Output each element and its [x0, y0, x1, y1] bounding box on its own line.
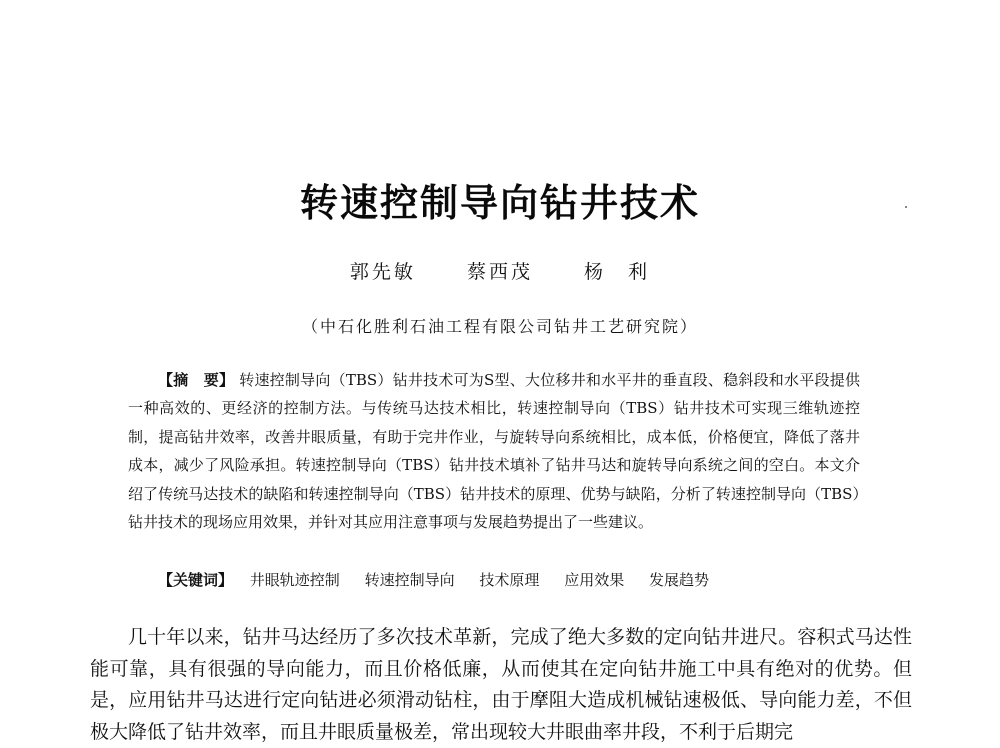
- keyword: 技术原理: [479, 571, 540, 589]
- keywords: [158, 566, 860, 594]
- body-text: [90, 622, 912, 748]
- keyword: 转速控制导向: [364, 571, 455, 589]
- body-paragraph: 几十年以来，钻井马达经历了多次技术革新，完成了绝大多数的定向钻井进尺。容积式马达性能可靠，具有很强的导向能力，而且价格低廉，从而使其在定向钻井施工中具有绝对的优势。但是，应用钻井马达进行定向钻进必须滑动钻柱，由于摩阻大造成机械钻速极低、导向能力差，不但极大降低了钻井效率，而且井眼质量极差，常出现较大井眼曲率井段，不利于后期完: [90, 626, 912, 743]
- author-list: [0, 257, 1000, 284]
- keyword: 井眼轨迹控制: [249, 571, 340, 589]
- author-name: 郭先敏: [349, 261, 416, 283]
- abstract-paragraph: [128, 366, 860, 536]
- scan-speck: [905, 206, 907, 208]
- abstract-text: 转速控制导向（TBS）钻井技术可为S型、大位移井和水平井的垂直段、稳斜段和水平段提供一种高效的、更经济的控制方法。与传统马达技术相比，转速控制导向（TBS）钻井技术可实现三维轨迹控制，提高钻井效率，改善井眼质量，有助于完井作业，与旋转导向系统相比，成本低，价格便宜，降低了落井成本，减少了风险承担。转速控制导向（TBS）钻井技术填补了钻井马达和旋转导向系统之间的空白。本文介绍了传统马达技术的缺陷和转速控制导向（TBS）钻井技术的原理、优势与缺陷，分析了转速控制导向（TBS）钻井技术的现场应用效果，并针对其应用注意事项与发展趋势提出了一些建议。: [128, 371, 860, 532]
- affiliation: （中石化胜利石油工程有限公司钻井工艺研究院）: [301, 317, 698, 336]
- keyword: 应用效果: [564, 571, 625, 589]
- keywords-label: 【关键词】: [158, 571, 234, 589]
- author-name: 蔡西茂: [466, 261, 533, 283]
- abstract: [128, 366, 860, 536]
- page-title: 转速控制导向钻井技术: [299, 181, 700, 225]
- abstract-label: 【摘 要】: [158, 371, 235, 389]
- keyword: 发展趋势: [648, 571, 709, 589]
- author-name: 杨 利: [584, 261, 651, 283]
